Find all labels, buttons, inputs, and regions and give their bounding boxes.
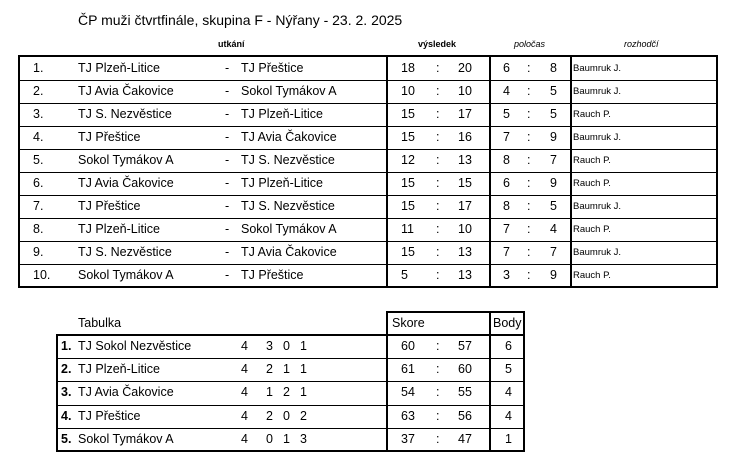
score-home: 15 <box>401 176 415 190</box>
score-away: 16 <box>458 130 472 144</box>
points: 4 <box>505 408 512 423</box>
away-team: Sokol Tymákov A <box>241 84 337 98</box>
rank: 3. <box>61 385 72 400</box>
losses: 2 <box>300 408 307 423</box>
losses: 3 <box>300 431 307 446</box>
rank: 4. <box>61 408 72 423</box>
match-number: 4. <box>33 130 44 144</box>
wins: 3 <box>266 339 273 353</box>
losses: 1 <box>300 385 307 400</box>
score-against: 60 <box>458 362 472 377</box>
score-home: 11 <box>401 222 414 236</box>
halftime-away: 5 <box>550 84 557 98</box>
home-team: TJ Přeštice <box>78 130 141 144</box>
wins: 2 <box>266 362 273 377</box>
home-team: Sokol Tymákov A <box>78 268 174 282</box>
halftime-away: 9 <box>550 176 557 190</box>
home-team: TJ Avia Čakovice <box>78 176 174 190</box>
score-away: 17 <box>458 199 472 213</box>
rank: 2. <box>61 362 72 377</box>
halftime-colon: : <box>527 268 531 282</box>
score-colon: : <box>436 130 440 144</box>
score-away: 13 <box>458 245 472 259</box>
dash: - <box>225 84 230 98</box>
dash: - <box>225 176 230 190</box>
divider <box>489 334 491 452</box>
halftime-away: 5 <box>550 199 557 213</box>
match-number: 10. <box>33 268 51 282</box>
score-away: 15 <box>458 176 472 190</box>
games-played: 4 <box>241 431 248 446</box>
away-team: TJ S. Nezvěstice <box>241 199 335 213</box>
score-home: 12 <box>401 153 415 167</box>
referee-name: Rauch P. <box>573 109 611 120</box>
match-number: 9. <box>33 245 44 259</box>
halftime-home: 6 <box>503 61 510 75</box>
wins: 1 <box>266 385 273 400</box>
home-team: TJ Avia Čakovice <box>78 84 174 98</box>
score-home: 5 <box>401 268 408 282</box>
halftime-colon: : <box>527 107 531 121</box>
dash: - <box>225 245 230 259</box>
halftime-colon: : <box>527 130 531 144</box>
score-against: 57 <box>458 339 472 353</box>
games-played: 4 <box>241 339 248 353</box>
header-halftime: poločas <box>514 39 546 49</box>
draws: 0 <box>283 408 290 423</box>
halftime-home: 7 <box>503 222 510 236</box>
header-matches: utkání <box>218 39 245 49</box>
home-team: TJ S. Nezvěstice <box>78 107 172 121</box>
score-home: 10 <box>401 84 415 98</box>
halftime-home: 6 <box>503 176 510 190</box>
match-number: 1. <box>33 61 44 75</box>
score-home: 15 <box>401 107 415 121</box>
dash: - <box>225 199 230 213</box>
score-against: 55 <box>458 385 472 400</box>
match-number: 7. <box>33 199 44 213</box>
halftime-colon: : <box>527 61 531 75</box>
points-header: Body <box>493 316 522 330</box>
score-for: 63 <box>401 408 415 423</box>
score-colon: : <box>436 245 440 259</box>
halftime-colon: : <box>527 199 531 213</box>
dash: - <box>225 130 230 144</box>
score-colon: : <box>436 199 440 213</box>
score-against: 47 <box>458 431 472 446</box>
score-away: 10 <box>458 84 472 98</box>
games-played: 4 <box>241 408 248 423</box>
score-away: 13 <box>458 153 472 167</box>
points: 1 <box>505 431 512 446</box>
halftime-home: 8 <box>503 153 510 167</box>
halftime-away: 7 <box>550 153 557 167</box>
away-team: TJ Přeštice <box>241 268 304 282</box>
away-team: TJ Plzeň-Litice <box>241 176 323 190</box>
header-result: výsledek <box>418 39 457 49</box>
halftime-home: 4 <box>503 84 510 98</box>
match-number: 6. <box>33 176 44 190</box>
page-title: ČP muži čtvrtfinále, skupina F - Nýřany - 23. 2. 2025 <box>78 12 403 28</box>
home-team: TJ Plzeň-Litice <box>78 222 160 236</box>
halftime-home: 3 <box>503 268 510 282</box>
halftime-colon: : <box>527 176 531 190</box>
away-team: TJ Plzeň-Litice <box>241 107 323 121</box>
draws: 1 <box>283 431 290 446</box>
score-home: 15 <box>401 199 415 213</box>
dash: - <box>225 153 230 167</box>
score-away: 10 <box>458 222 472 236</box>
score-for: 60 <box>401 339 415 353</box>
referee-name: Rauch P. <box>573 178 611 189</box>
score-for: 37 <box>401 431 415 446</box>
away-team: TJ Avia Čakovice <box>241 130 337 144</box>
score-colon: : <box>436 362 440 377</box>
team-name: TJ Sokol Nezvěstice <box>78 339 192 353</box>
team-name: TJ Avia Čakovice <box>78 385 174 400</box>
halftime-away: 9 <box>550 130 557 144</box>
referee-name: Baumruk J. <box>573 86 622 97</box>
halftime-away: 4 <box>550 222 557 236</box>
referee-name: Baumruk J. <box>573 63 622 74</box>
away-team: TJ S. Nezvěstice <box>241 153 335 167</box>
draws: 0 <box>283 339 290 353</box>
halftime-away: 8 <box>550 61 557 75</box>
rank: 5. <box>61 431 72 446</box>
wins: 0 <box>266 431 273 446</box>
score-colon: : <box>436 268 440 282</box>
games-played: 4 <box>241 362 248 377</box>
dash: - <box>225 61 230 75</box>
referee-name: Baumruk J. <box>573 132 622 143</box>
home-team: Sokol Tymákov A <box>78 153 174 167</box>
dash: - <box>225 222 230 236</box>
away-team: TJ Přeštice <box>241 61 304 75</box>
match-number: 2. <box>33 84 44 98</box>
home-team: TJ S. Nezvěstice <box>78 245 172 259</box>
halftime-colon: : <box>527 222 531 236</box>
score-colon: : <box>436 176 440 190</box>
score-home: 18 <box>401 61 415 75</box>
score-colon: : <box>436 153 440 167</box>
points: 5 <box>505 362 512 377</box>
team-name: TJ Přeštice <box>78 408 141 423</box>
referee-name: Baumruk J. <box>573 247 622 258</box>
score-for: 54 <box>401 385 415 400</box>
team-name: Sokol Tymákov A <box>78 431 174 446</box>
games-played: 4 <box>241 385 248 400</box>
score-colon: : <box>436 107 440 121</box>
dash: - <box>225 268 230 282</box>
home-team: TJ Plzeň-Litice <box>78 61 160 75</box>
score-for: 61 <box>401 362 415 377</box>
score-colon: : <box>436 408 440 423</box>
referee-name: Rauch P. <box>573 224 611 235</box>
away-team: TJ Avia Čakovice <box>241 245 337 259</box>
halftime-home: 5 <box>503 107 510 121</box>
home-team: TJ Přeštice <box>78 199 141 213</box>
halftime-colon: : <box>527 84 531 98</box>
halftime-colon: : <box>527 245 531 259</box>
losses: 1 <box>300 362 307 377</box>
header-referee: rozhodčí <box>624 39 659 49</box>
wins: 2 <box>266 408 273 423</box>
score-against: 56 <box>458 408 472 423</box>
points: 6 <box>505 339 512 353</box>
score-away: 13 <box>458 268 472 282</box>
away-team: Sokol Tymákov A <box>241 222 337 236</box>
score-header: Skore <box>392 316 425 330</box>
score-colon: : <box>436 339 440 353</box>
score-home: 15 <box>401 130 415 144</box>
score-colon: : <box>436 431 440 446</box>
match-number: 3. <box>33 107 44 121</box>
halftime-home: 7 <box>503 130 510 144</box>
score-home: 15 <box>401 245 415 259</box>
rank: 1. <box>61 339 72 353</box>
score-colon: : <box>436 84 440 98</box>
draws: 2 <box>283 385 290 400</box>
halftime-colon: : <box>527 153 531 167</box>
halftime-away: 9 <box>550 268 557 282</box>
draws: 1 <box>283 362 290 377</box>
referee-name: Rauch P. <box>573 155 611 166</box>
dash: - <box>225 107 230 121</box>
score-away: 17 <box>458 107 472 121</box>
points: 4 <box>505 385 512 400</box>
referee-name: Baumruk J. <box>573 201 622 212</box>
team-name: TJ Plzeň-Litice <box>78 362 160 377</box>
standings-title: Tabulka <box>78 316 122 330</box>
score-colon: : <box>436 385 440 400</box>
halftime-away: 5 <box>550 107 557 121</box>
halftime-home: 7 <box>503 245 510 259</box>
halftime-away: 7 <box>550 245 557 259</box>
losses: 1 <box>300 339 307 353</box>
score-away: 20 <box>458 61 472 75</box>
score-colon: : <box>436 222 440 236</box>
score-colon: : <box>436 61 440 75</box>
halftime-home: 8 <box>503 199 510 213</box>
referee-name: Rauch P. <box>573 270 611 281</box>
match-number: 8. <box>33 222 44 236</box>
match-number: 5. <box>33 153 44 167</box>
divider <box>386 334 388 452</box>
